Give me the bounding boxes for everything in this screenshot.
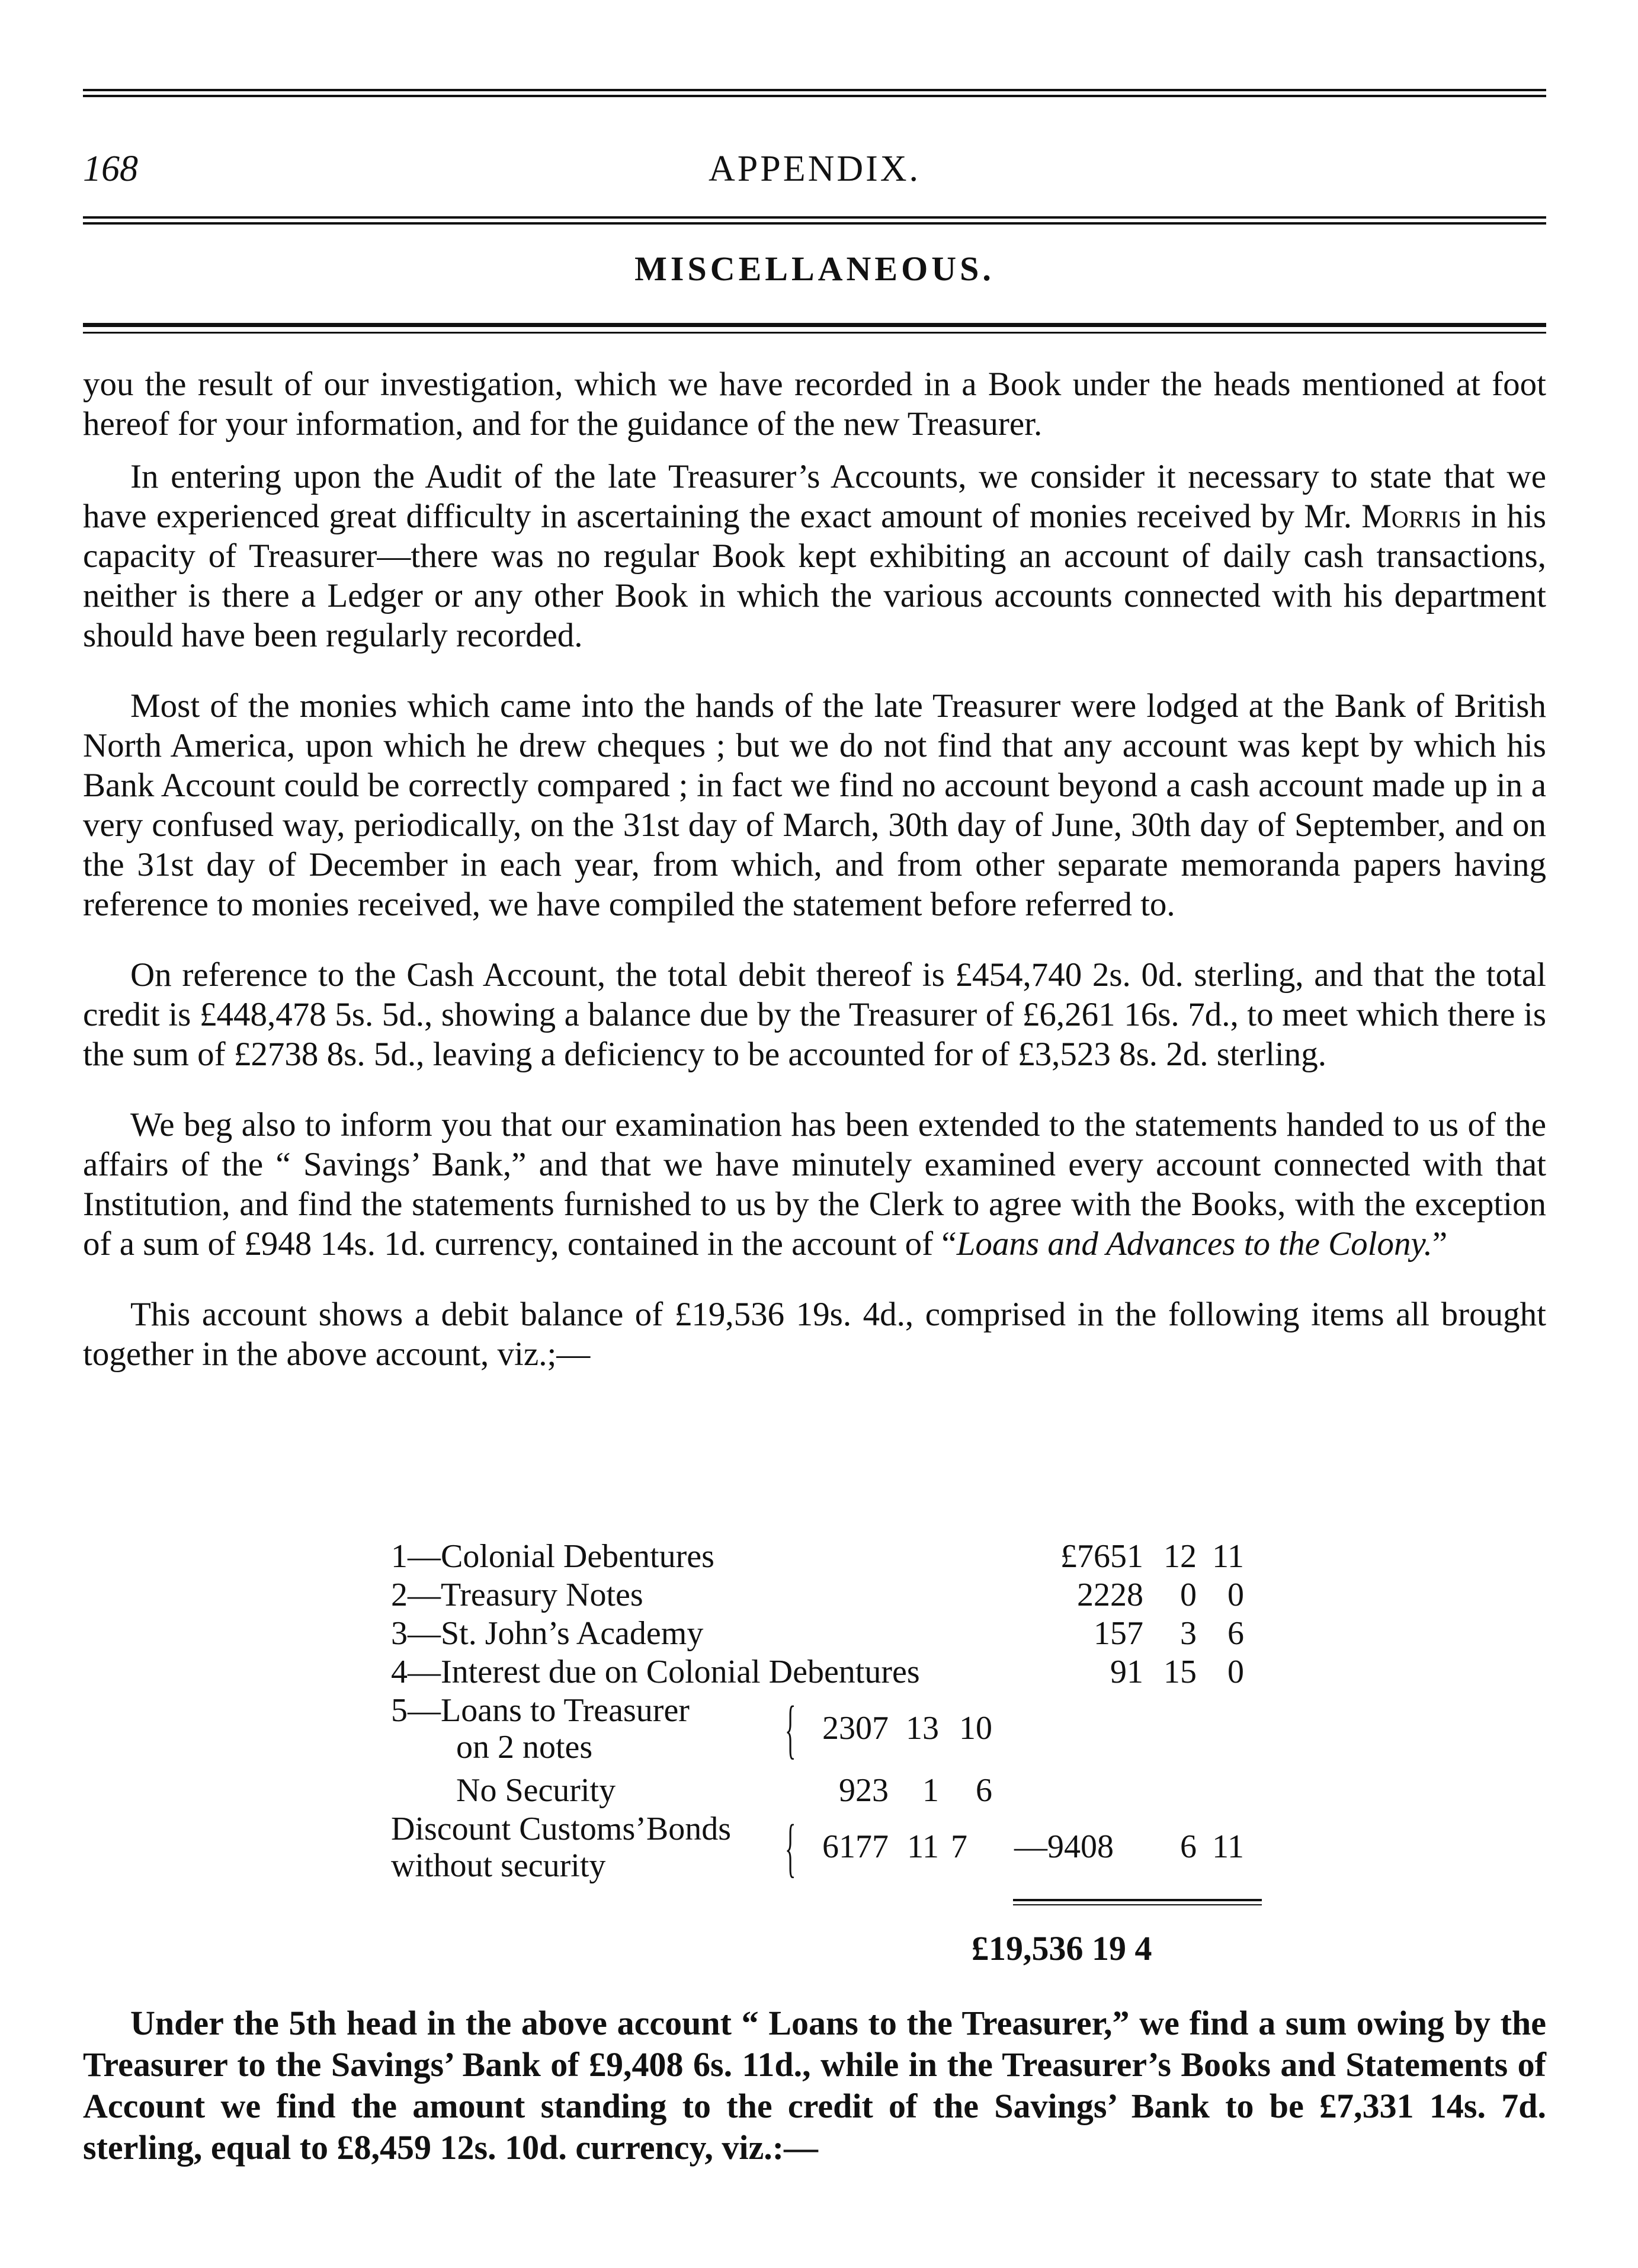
paragraph-cash-account: On reference to the Cash Account, the total debit thereof is £454,740 2s. 0d. sterling, and that the total credit is £448,478 5s. 5d., showing a balance due by the Treasurer of £6,261 16s. 7d., to meet which there is the sum of £2738 8s. 5d., leaving a deficiency to be accounted for of £3,523 8s. 2d. sterling. [83, 956, 1546, 1073]
item-pence: 7 [951, 1828, 967, 1865]
closing-text: Under the 5th head in the above account “ Loans to the Treasurer,” we find a sum owing by the Treasurer to the Savings’ Bank of £9,408 6s. 11d., while in the Treasurer’s Books and Statements of Account we find the amount standing to the credit of the Savings’ Bank to be £7,331 14s. 7d. sterling, equal to £8,459 12s. 10d. currency, viz.:— [83, 2004, 1546, 2167]
item-pounds: 6177 [822, 1828, 889, 1865]
subtotal-pounds: —9408 [1014, 1828, 1114, 1865]
section-rule [83, 323, 1546, 334]
brace: { [785, 1693, 796, 1765]
grand-total: £19,536 19 4 [972, 1929, 1152, 1968]
item-pence: 10 [959, 1710, 992, 1747]
item-shillings: 0 [1180, 1577, 1197, 1613]
item-label: 4—Interest due on Colonial Debentures [391, 1654, 920, 1690]
item-row [391, 1772, 1280, 1810]
item-pence: 0 [1227, 1654, 1244, 1690]
item-shillings: 12 [1163, 1538, 1197, 1575]
item-row [391, 1653, 1280, 1692]
closing-paragraph [83, 2003, 1546, 2168]
item-pounds: 2228 [1077, 1577, 1143, 1613]
item-row [391, 1537, 1280, 1576]
item-label: 1—Colonial Debentures [391, 1538, 714, 1575]
name-morris: Morris [1361, 498, 1461, 535]
item-label: 3—St. John’s Academy [391, 1615, 704, 1652]
item-pounds: 157 [1094, 1615, 1143, 1652]
subtotal-shillings: 6 [1180, 1828, 1197, 1865]
item-shillings: 1 [922, 1772, 939, 1809]
total-rule [1013, 1899, 1262, 1905]
running-head: APPENDIX. [708, 149, 921, 189]
page-header [83, 148, 1546, 201]
item-pounds: 923 [839, 1772, 889, 1809]
item-row [391, 1614, 1280, 1653]
paragraph-audit-text-b: in his capacity of Treasurer—there was no regular Book kept exhibiting an account of daily cash transactions, neither is there a Ledger or any other Book in which the various accounts connected with his department should have been regularly recorded. [83, 498, 1546, 654]
item-label: No Security [456, 1772, 616, 1809]
item-label-a: Discount Customs’Bonds [391, 1811, 732, 1847]
item-pence: 11 [1212, 1538, 1244, 1575]
subtotal-pence: 11 [1212, 1828, 1244, 1865]
item-shillings: 13 [906, 1710, 939, 1747]
item-shillings: 11 [907, 1828, 939, 1865]
item-row [391, 1576, 1280, 1614]
brace: { [785, 1811, 796, 1883]
item-pence: 0 [1227, 1577, 1244, 1613]
paragraph-savings-bank [83, 1105, 1546, 1264]
item-pence: 6 [976, 1772, 992, 1809]
item-pence: 6 [1227, 1615, 1244, 1652]
paragraph-continued: you the result of our investigation, which we have recorded in a Book under the heads mentioned at foot hereof for your information, and for the guidance of the new Treasurer. [83, 366, 1546, 443]
item-pounds: 2307 [822, 1710, 889, 1747]
paragraph-savings-text: We beg also to inform you that our examination has been extended to the statements handed to us of the affairs of the “ Savings’ Bank,” and that we have minutely examined every account connected with that Institution, and find the statements furnished to us by the Clerk to agree with the Books, with the exception of a sum of £948 14s. 1d. currency, contained in the account of “ [83, 1106, 1546, 1263]
paragraph-audit-text-a: In entering upon the Audit of the late Treasurer’s Accounts, we consider it necessary to state that we have experienced great difficulty in ascertaining the exact amount of monies received by Mr. [83, 458, 1546, 535]
item-label-b: without security [391, 1847, 606, 1884]
paragraph-debit-balance: This account shows a debit balance of £19,536 19s. 4d., comprised in the following items all brought together in the above account, viz.;— [83, 1296, 1546, 1373]
item-shillings: 15 [1163, 1654, 1197, 1690]
item-pounds: £7651 [1060, 1538, 1143, 1575]
closing-quote: ” [1432, 1225, 1448, 1263]
paragraph-audit [83, 457, 1546, 655]
top-rule [83, 89, 1546, 97]
item-pounds: 91 [1110, 1654, 1143, 1690]
header-rule [83, 216, 1546, 225]
items-table [391, 1537, 1280, 1887]
loans-advances-title: Loans and Advances to the Colony. [956, 1225, 1432, 1263]
item-row-discount [391, 1810, 1280, 1887]
item-label-a: 5—Loans to Treasurer [391, 1692, 690, 1729]
section-title: MISCELLANEOUS. [634, 249, 995, 288]
item-label-b: on 2 notes [456, 1729, 593, 1766]
body-text [83, 364, 1546, 1374]
item-label: 2—Treasury Notes [391, 1577, 643, 1613]
paragraph-bank: Most of the monies which came into the hands of the late Treasurer were lodged at the Bank of British North America, upon which he drew cheques ; but we do not find that any account was kept by which his Bank Account could be correctly compared ; in fact we find no account beyond a cash account made up in a very confused way, periodically, on the 31st day of March, 30th day of June, 30th day of September, and on the 31st day of December in each year, from which, and from other separate memoranda papers having reference to monies received, we have compiled the statement before referred to. [83, 687, 1546, 923]
item-row-loans [391, 1692, 1280, 1769]
page-number: 168 [83, 149, 138, 189]
item-shillings: 3 [1180, 1615, 1197, 1652]
